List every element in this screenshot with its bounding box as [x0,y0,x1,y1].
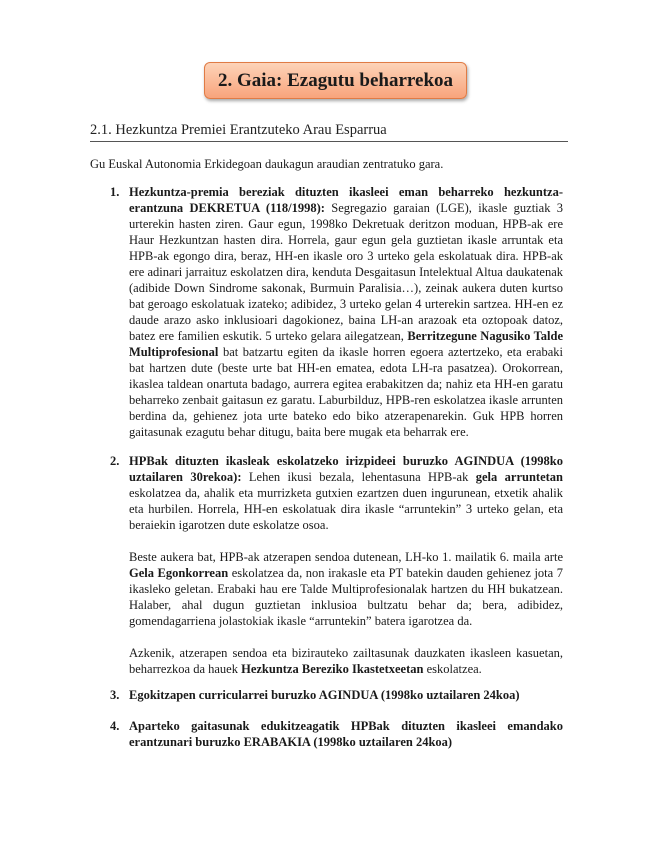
item-text: Lehen ikusi bezala, lehentasuna HPB-ak [241,470,476,484]
item-text: eskolatzea. [423,662,482,676]
list-number: 4. [110,719,120,733]
list-item-body [129,687,563,703]
item-text: eskolatzea da, non irakasle eta PT batekin dauden gehienez jota 7 ikasleko geletan. Erabaki hau ere Talde Multiprofesionalak hartzen du HH bukatzean. Halaber, ahal dugun guztietan inklusioa bultzatu behar da; bera, adibidez, gomendagarriena jolastokiak ikasle “arruntekin” batera igarotzea da. [129,566,563,628]
item-emphasis: Gela Egonkorrean [129,566,229,580]
section-heading: 2.1. Hezkuntza Premiei Erantzuteko Arau Esparrua [90,122,568,142]
list-item-order [110,453,563,677]
list-number: 2. [110,454,120,468]
chapter-banner [204,62,467,99]
item-text: Segregazio garaian (LGE), ikasle guztiak 3 urterekin hasten ziren. Gaur egun, 1998ko Dekretuak deritzon moduan, HPB-ak ere Haur Hezkuntzan hasten dira. Horrela, gaur egun gela guztietan ikasle arruntak eta HPB-ak egongo dira, beraz, HH-en ikasle oro 3 urteko gela eskolatuak dira. HPB-ak ere adinari jarraituz eskolatzen dira, kenduta Desgaitasun Intelektual Altua daukatenak (adibide Down Sindrome sakonak, Burmuin Paralisia…), zeinak aukera duten kurtso bat geroago eskolatuak izateko; adibidez, 3 urteko gelan 4 urterekin sartzea. HH-en ez daude arazo asko inklusioari dagokionez, baina LH-an arazoak eta oztopoak datoz, batez ere familien eskutik. 5 urteko gelara ailegatzean, [129,201,563,343]
list-item-curricular-order [110,687,563,703]
list-item-body [129,718,563,750]
item-title: Egokitzapen curricularrei buruzko AGINDUA (1998ko uztailaren 24koa) [129,688,520,702]
chapter-title: 2. Gaia: Ezagutu beharrekoa [217,69,454,91]
item-emphasis: Hezkuntza Bereziko Ikastetxeetan [241,662,424,676]
list-number: 3. [110,688,120,702]
item-title: Aparteko gaitasunak edukitzeagatik HPBak dituzten ikasleei emandako erantzunari buruzko ERABAKIA (1998ko uztailaren 24koa) [129,719,563,749]
list-number: 1. [110,185,120,199]
item-text: Azkenik, atzerapen sendoa eta bizirauteko zailtasunak dauzkaten ikasleen kasuetan, beharrezkoa da hauek [129,646,563,676]
list-item-body [129,184,563,440]
item-text: Beste aukera bat, HPB-ak atzerapen sendoa dutenean, LH-ko 1. mailatik 6. maila arte [129,550,563,564]
list-item-body [129,453,563,677]
item-text: eskolatzea da, ahalik eta murrizketa gutxien ezartzen duen ingurunean, etxetik ahalik eta hurbilen. Horrela, HH-en eskolatuak dira ikasle “arruntekin” 3 urteko gelan, eta beraiekin igarotzen dute eskolatze osoa. [129,486,563,532]
item-text: bat batzartu egiten da ikasle horren egoera aztertzeko, eta erabaki bat hartzen dute (beste urte bat HH-en ematea, edota LH-ra pasatzea). Orokorrean, ikaslea taldean onartuta badago, aurrera egitea erabakitzen da; nahiz eta HH-en garatu beharreko zenbait gaitasun ez garatu. Laburbilduz, HPB-ren eskolatzea ikasle arrunten berdina da, gehienez jota urte bateko edo biko atzerapenarekin. Guk HPB horren gaitasunak ezagutu behar ditugu, baita bere mugak eta beharrak ere. [129,345,563,439]
intro-paragraph: Gu Euskal Autonomia Erkidegoan daukagun araudian zentratuko gara. [90,157,444,171]
item-title: HPBak dituzten ikasleak eskolatzeko irizpideei buruzko AGINDUA (1998ko uztailaren 30rekoa): [129,454,563,484]
list-item-resolution [110,718,563,750]
item-emphasis: Berritzegune Nagusiko Talde Multiprofesional [129,329,563,359]
item-emphasis: gela arruntetan [475,470,563,484]
item-title: Hezkuntza-premia bereziak dituzten ikasleei eman beharreko hezkuntza-erantzuna DEKRETUA (118/1998): [129,185,563,215]
list-item-decree [110,184,563,440]
